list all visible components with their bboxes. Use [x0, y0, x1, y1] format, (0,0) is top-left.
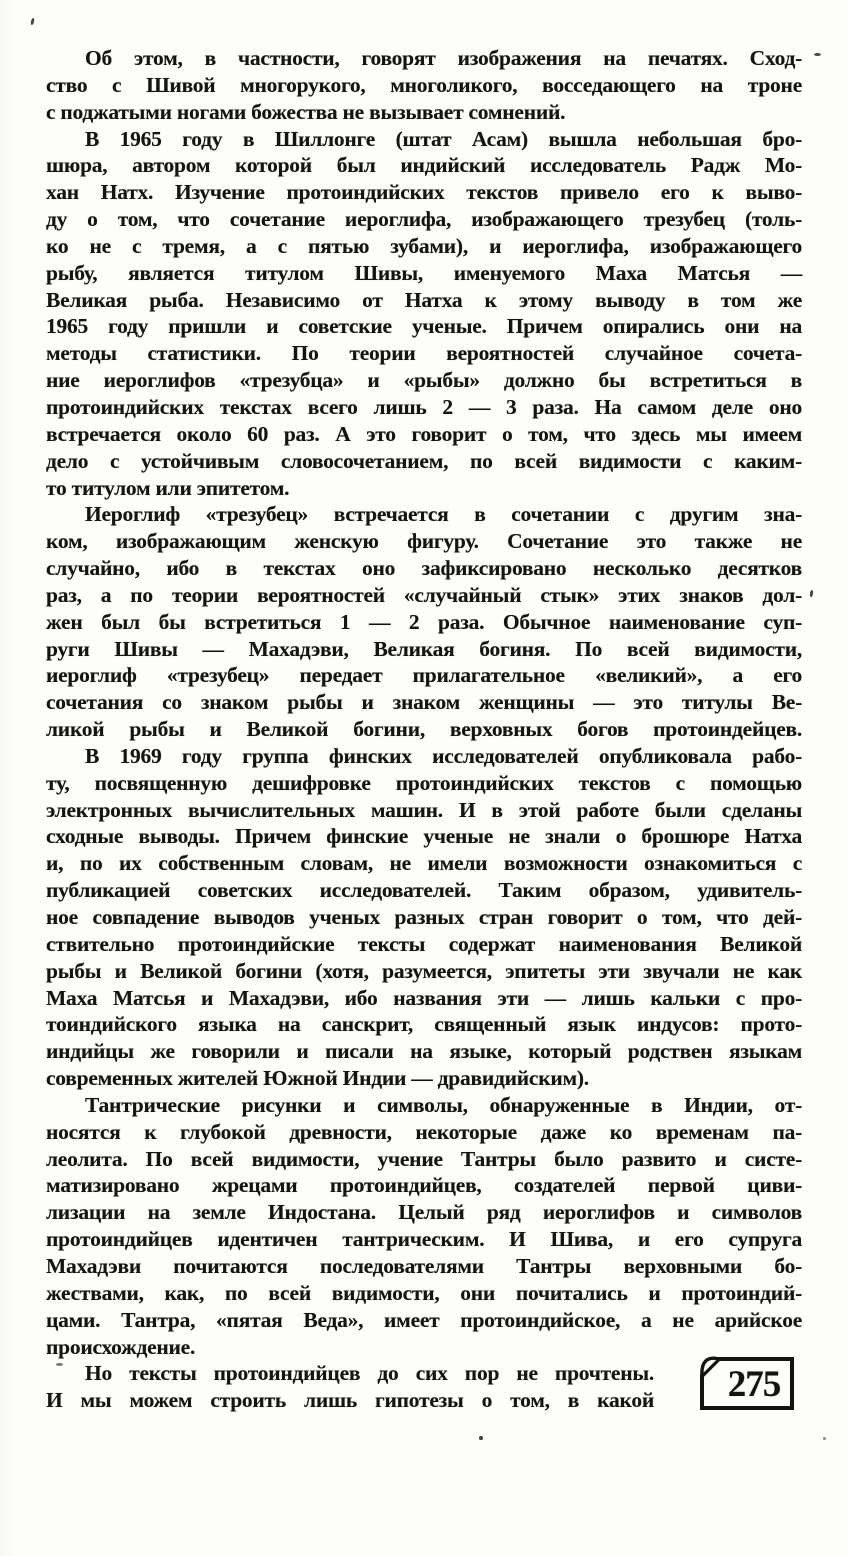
text-line: шюра, автором которой был индийский исследователь Радж Мо- [46, 153, 802, 178]
paragraph [46, 1092, 802, 1360]
text-line: индийцы же говорили и писали на языке, который родствен языкам [46, 1039, 802, 1064]
paragraph [46, 45, 802, 126]
text-line: протоиндийцев идентичен тантрическим. И Шива, и его супруга [46, 1227, 802, 1252]
text-line: жествами, как, по всей видимости, они почитались и протоиндий- [46, 1280, 802, 1305]
text-line: лизации на земле Индостана. Целый ряд иероглифов и символов [46, 1200, 802, 1225]
text-line: электронных вычислительных машин. И в этой работе были сделаны [46, 797, 802, 822]
text-line: ное совпадение выводов ученых разных стран говорит о том, что дей- [46, 905, 802, 929]
text-line: Маха Матсья и Махадэви, ибо названия эти — лишь кальки с про- [46, 985, 802, 1010]
text-line: тоиндийского языка на санскрит, священный язык индусов: прото- [46, 1012, 802, 1037]
scan-speck [814, 53, 821, 56]
scan-speck [823, 1437, 826, 1440]
text-line: леолита. По всей видимости, учение Тантры было развито и систе- [46, 1146, 802, 1171]
page-number: 275 [727, 1363, 781, 1405]
scan-speck [479, 1436, 483, 1440]
text-line: цами. Тантра, «пятая Веда», имеет протоиндийское, а не арийское [46, 1307, 802, 1332]
text-line: Иероглиф «трезубец» встречается в сочетании с другим зна- [85, 502, 802, 527]
text-line: Махадэви почитаются последователями Тантры верховными бо- [46, 1253, 802, 1278]
paragraph [46, 1360, 654, 1414]
text-line: хан Натх. Изучение протоиндийских текстов привело его к выво- [46, 180, 802, 205]
text-line: Об этом, в частности, говорят изображения на печатях. Сход- [85, 46, 802, 70]
paragraph [46, 743, 802, 1092]
text-line: встречается около 60 раз. А это говорит о том, что здесь мы имеем [46, 421, 802, 446]
text-line: рыбу, является титулом Шивы, именуемого Маха Матсья — [46, 260, 802, 285]
scan-speck [56, 1363, 63, 1366]
text-line: современных жителей Южной Индии — дравидийским). [46, 1066, 589, 1091]
text-line: с поджатыми ногами божества не вызывает сомнений. [46, 99, 566, 124]
text-line: сочетания со знаком рыбы и знаком женщины — это титулы Ве- [46, 690, 802, 715]
text-line: ко не с тремя, а с пятью зубами), и иероглифа, изображающего [46, 233, 802, 258]
text-line: раз, а по теории вероятностей «случайный стык» этих знаков дол- [46, 582, 802, 607]
text-line: В 1969 году группа финских исследователей опубликовала рабо- [85, 743, 802, 768]
text-line: методы статистики. По теории вероятностей случайное сочета- [46, 341, 802, 366]
paragraph [46, 501, 802, 743]
text-line: ликой рыбы и Великой богини, верховных богов протоиндейцев. [46, 717, 802, 742]
text-line: ду о том, что сочетание иероглифа, изображающего трезубец (толь- [46, 207, 802, 232]
text-line: происхождение. [46, 1334, 196, 1359]
text-line: ние иероглифов «трезубца» и «рыбы» должно бы встретиться в [46, 368, 802, 393]
text-line: сходные выводы. Причем финские ученые не знали о брошюре Натха [46, 824, 802, 849]
scan-speck [809, 590, 813, 597]
text-line: ту, посвященную дешифровке протоиндийских текстов с помощью [46, 770, 802, 795]
paragraph [46, 126, 802, 502]
text-line: 1965 году пришли и советские ученые. Причем опирались они на [46, 314, 802, 339]
text-line: И мы можем строить лишь гипотезы о том, в какой [46, 1388, 654, 1413]
text-line: В 1965 году в Шиллонге (штат Асам) вышла небольшая бро- [85, 126, 802, 151]
text-line: то титулом или эпитетом. [46, 475, 290, 500]
text-line: рыбы и Великой богини (хотя, разумеется, эпитеты эти звучали не как [46, 958, 802, 983]
text-line: ство с Шивой многорукого, многоликого, восседающего на троне [46, 72, 802, 97]
text-line: иероглиф «трезубец» передает прилагательное «великий», а его [46, 663, 802, 688]
text-line: дело с устойчивым словосочетанием, по всей видимости с каким- [46, 448, 802, 473]
text-block [46, 45, 802, 1414]
text-line: Но тексты протоиндийцев до сих пор не прочтены. [85, 1361, 654, 1386]
text-line: Великая рыба. Независимо от Натха к этому выводу в том же [46, 287, 802, 312]
text-line: публикацией советских исследователей. Таким образом, удивитель- [46, 878, 802, 903]
text-line: Тантрические рисунки и символы, обнаруженные в Индии, от- [85, 1092, 802, 1117]
text-line: носятся к глубокой древности, некоторые даже ко временам па- [46, 1119, 802, 1144]
text-line: случайно, ибо в текстах оно зафиксировано несколько десятков [46, 556, 802, 581]
page-number-box [698, 1355, 796, 1412]
text-line: матизировано жрецами протоиндийцев, создателей первой циви- [46, 1173, 802, 1198]
text-line: руги Шивы — Махадэви, Великая богиня. По всей видимости, [46, 636, 802, 661]
text-line: и, по их собственным словам, не имели возможности ознакомиться с [46, 851, 802, 876]
scan-speck [30, 18, 35, 26]
text-line: жен был бы встретиться 1 — 2 раза. Обычное наименование суп- [46, 609, 802, 634]
text-line: ком, изображающим женскую фигуру. Сочетание это также не [46, 529, 802, 554]
text-line: протоиндийских текстах всего лишь 2 — 3 раза. На самом деле оно [46, 394, 802, 419]
text-line: ствительно протоиндийские тексты содержат наименования Великой [46, 931, 802, 956]
